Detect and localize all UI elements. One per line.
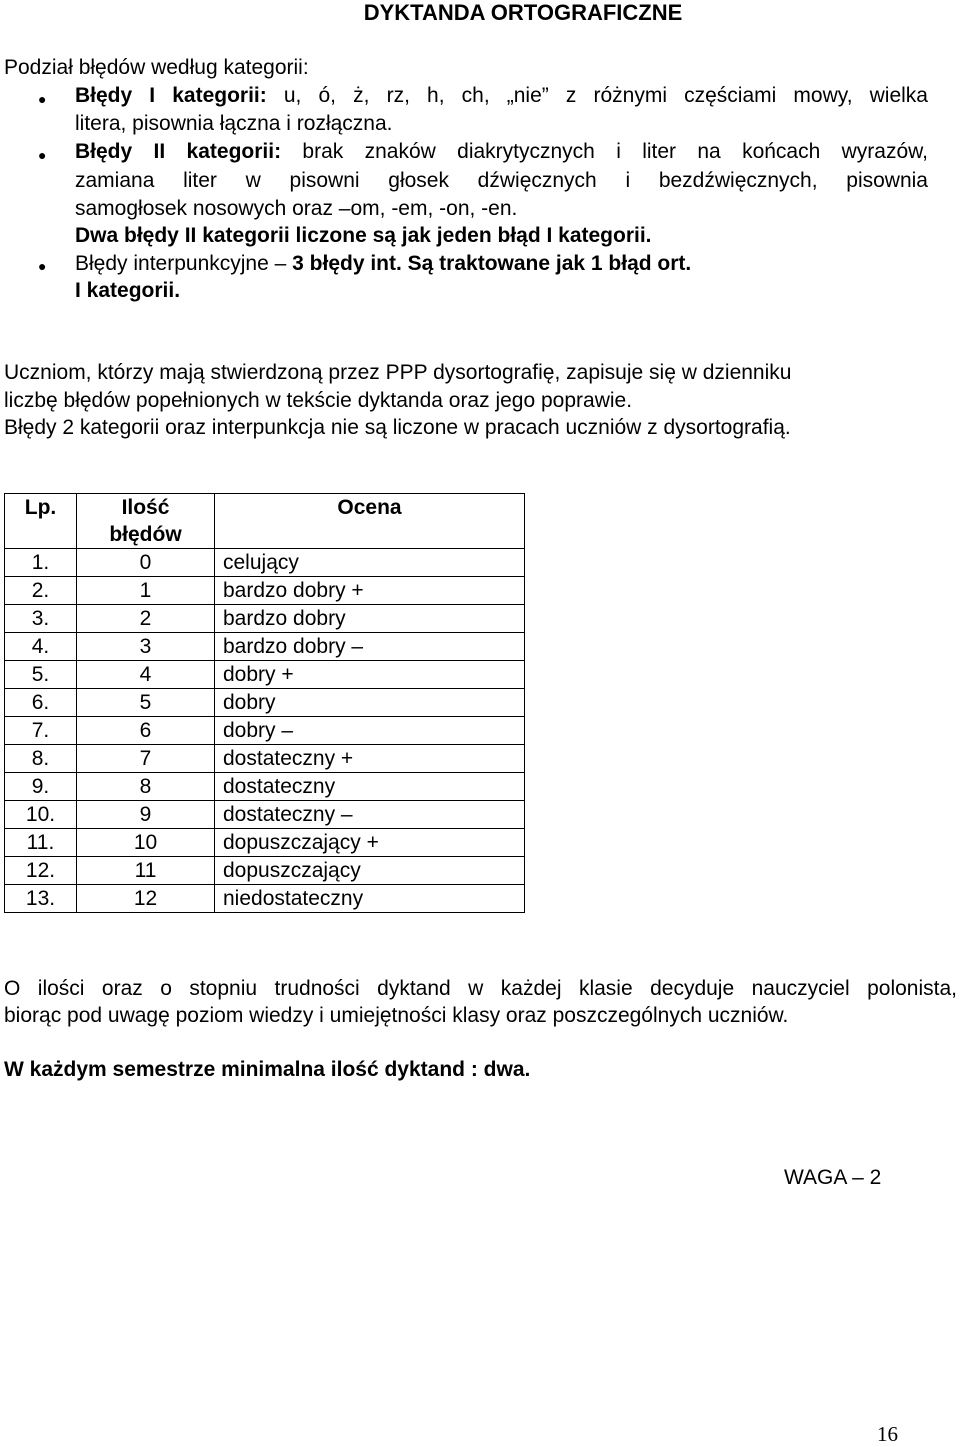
bullet-3-text: Błędy interpunkcyjne –: [75, 252, 293, 275]
table-header-row: [5, 494, 525, 549]
row-lp: 4.: [5, 633, 77, 661]
bullet-icon: ●: [38, 147, 47, 163]
row-grade: dostateczny +: [215, 745, 525, 773]
header-error-count-line-2: błędów: [109, 523, 182, 546]
table-row: [5, 605, 525, 633]
row-lp: 1.: [5, 549, 77, 577]
table-row: [5, 773, 525, 801]
row-grade: dobry –: [215, 717, 525, 745]
row-lp: 9.: [5, 773, 77, 801]
row-grade: celujący: [215, 549, 525, 577]
row-grade: bardzo dobry –: [215, 633, 525, 661]
grading-table: [4, 493, 525, 913]
bullet-2-line-3: samogłosek nosowych oraz –om, -em, -on, -en.: [75, 197, 518, 220]
table-row: [5, 549, 525, 577]
teacher-note-line-1: O ilości oraz o stopniu trudności dyktand w każdej klasie decyduje nauczyciel polonista,: [4, 977, 957, 1000]
row-error-count: 5: [77, 689, 215, 717]
page-number: 16: [877, 1422, 898, 1446]
header-error-count-line-1: Ilość: [121, 496, 170, 519]
row-lp: 6.: [5, 689, 77, 717]
row-grade: dobry: [215, 689, 525, 717]
row-grade: bardzo dobry: [215, 605, 525, 633]
table-row: [5, 661, 525, 689]
row-lp: 8.: [5, 745, 77, 773]
bullet-3-line-1: [75, 252, 928, 276]
bullet-1-text: u, ó, ż, rz, h, ch, „nie” z różnymi częściami mowy, wielka: [266, 84, 928, 107]
row-error-count: 3: [77, 633, 215, 661]
dysortography-line-3: Błędy 2 kategorii oraz interpunkcja nie są liczone w pracach uczniów z dysortografią.: [4, 416, 791, 439]
row-error-count: 10: [77, 829, 215, 857]
table-row: [5, 633, 525, 661]
row-lp: 7.: [5, 717, 77, 745]
row-lp: 11.: [5, 829, 77, 857]
row-grade: dostateczny: [215, 773, 525, 801]
row-error-count: 7: [77, 745, 215, 773]
row-error-count: 2: [77, 605, 215, 633]
row-lp: 12.: [5, 857, 77, 885]
table-row: [5, 829, 525, 857]
table-row: [5, 689, 525, 717]
row-error-count: 9: [77, 801, 215, 829]
row-lp: 2.: [5, 577, 77, 605]
row-error-count: 1: [77, 577, 215, 605]
row-error-count: 4: [77, 661, 215, 689]
table-row: [5, 857, 525, 885]
header-lp: Lp.: [5, 494, 77, 549]
minimum-dictations-note: W każdym semestrze minimalna ilość dyktand : dwa.: [4, 1058, 531, 1081]
row-lp: 10.: [5, 801, 77, 829]
intro-text: Podział błędów według kategorii:: [4, 56, 309, 79]
bullet-icon: ●: [38, 258, 47, 274]
bullet-icon: ●: [38, 91, 47, 107]
row-grade: niedostateczny: [215, 885, 525, 913]
bullet-3-line-2: I kategorii.: [75, 279, 181, 302]
weight-label: WAGA – 2: [784, 1166, 882, 1189]
dysortography-line-2: liczbę błędów popełnionych w tekście dyktanda oraz jego poprawie.: [4, 389, 633, 412]
page-title: DYKTANDA ORTOGRAFICZNE: [363, 0, 683, 25]
row-error-count: 11: [77, 857, 215, 885]
row-grade: dostateczny –: [215, 801, 525, 829]
row-error-count: 12: [77, 885, 215, 913]
bullet-2-heading: Błędy II kategorii:: [75, 140, 282, 163]
table-row: [5, 717, 525, 745]
row-lp: 13.: [5, 885, 77, 913]
row-error-count: 8: [77, 773, 215, 801]
row-lp: 5.: [5, 661, 77, 689]
table-row: [5, 885, 525, 913]
table-row: [5, 801, 525, 829]
row-error-count: 0: [77, 549, 215, 577]
row-grade: dopuszczający: [215, 857, 525, 885]
dysortography-line-1: Uczniom, którzy mają stwierdzoną przez PPP dysortografię, zapisuje się w dzienniku: [4, 361, 792, 384]
row-lp: 3.: [5, 605, 77, 633]
header-grade: Ocena: [215, 494, 525, 549]
row-error-count: 6: [77, 717, 215, 745]
table-row: [5, 745, 525, 773]
bullet-1-line-2: litera, pisownia łączna i rozłączna.: [75, 112, 393, 135]
bullet-2-text: brak znaków diakrytycznych i liter na końcach wyrazów,: [281, 140, 928, 163]
bullet-3-bold-text: 3 błędy int. Są traktowane jak 1 błąd ort.: [292, 252, 692, 275]
bullet-2-line-1: [75, 140, 928, 164]
bullet-1-heading: Błędy I kategorii:: [75, 84, 267, 107]
bullet-1-line-1: [75, 84, 928, 108]
bullet-2-line-2: zamiana liter w pisowni głosek dźwięcznych i bezdźwięcznych, pisownia: [75, 169, 928, 192]
header-error-count: [77, 494, 215, 549]
row-grade: bardzo dobry +: [215, 577, 525, 605]
row-grade: dobry +: [215, 661, 525, 689]
table-row: [5, 577, 525, 605]
row-grade: dopuszczający +: [215, 829, 525, 857]
bullet-2-line-4: Dwa błędy II kategorii liczone są jak jeden błąd I kategorii.: [75, 224, 652, 247]
teacher-note-line-2: biorąc pod uwagę poziom wiedzy i umiejętności klasy oraz poszczególnych uczniów.: [4, 1004, 789, 1027]
